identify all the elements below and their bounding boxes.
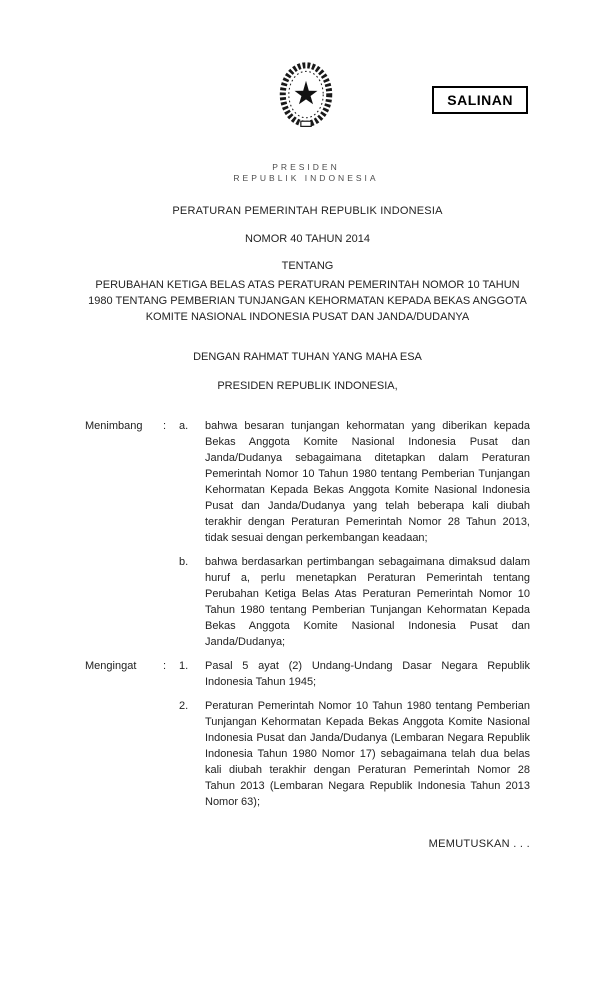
salinan-stamp — [432, 86, 528, 114]
considering-label: Menimbang — [85, 420, 143, 432]
considering-colon: : — [163, 420, 167, 432]
clause-marker: 2. — [179, 700, 189, 712]
clause-text: bahwa berdasarkan pertimbangan sebagaimana dimaksud dalam huruf a, perlu menetapkan Peraturan Pemerintah tentang Perubahan Ketiga Belas Atas Peraturan Pemerintah Nomor 10 Tahun 1980 tentang Pemberian Tunjangan Kehormatan Kepada Bekas Anggota Komite Nasional Indonesia Pusat dan Janda/Dudanya; — [205, 556, 530, 648]
authority-line: PRESIDEN REPUBLIK INDONESIA, — [217, 380, 398, 392]
tentang-label: TENTANG — [281, 260, 334, 272]
invocation-line: DENGAN RAHMAT TUHAN YANG MAHA ESA — [193, 351, 422, 363]
presidential-emblem-icon — [263, 55, 349, 141]
recalling-colon: : — [163, 660, 167, 672]
letterhead-presiden: PRESIDEN — [272, 162, 340, 172]
regulation-title: PERATURAN PEMERINTAH REPUBLIK INDONESIA — [172, 205, 443, 217]
regulation-number: NOMOR 40 TAHUN 2014 — [245, 233, 370, 245]
document-body — [85, 203, 530, 852]
salinan-stamp-label: SALINAN — [447, 92, 513, 108]
clause-text: Peraturan Pemerintah Nomor 10 Tahun 1980 tentang Pemberian Tunjangan Kehormatan Kepada Bekas Anggota Komite Nasional Indonesia Pusat dan Janda/Dudanya (Lembaran Negara Republik Indonesia Tahun 1980 Nomor 17) sebagaimana telah dua belas kali diubah terakhir dengan Peraturan Pemerintah Nomor 28 Tahun 2013 (Lembaran Negara Republik Indonesia Tahun 2013 Nomor 63); — [205, 700, 530, 808]
clause-marker: 1. — [179, 660, 189, 672]
recalling-label: Mengingat — [85, 660, 137, 672]
empty-cell — [163, 698, 179, 810]
regulation-subject: PERUBAHAN KETIGA BELAS ATAS PERATURAN PEMERINTAH NOMOR 10 TAHUN 1980 TENTANG PEMBERIAN TUNJANGAN KEHORMATAN KEPADA BEKAS ANGGOTA KOMITE NASIONAL INDONESIA PUSAT DAN JANDA/DUDANYA — [88, 279, 527, 323]
recalling-section — [85, 658, 530, 810]
letterhead — [0, 162, 612, 185]
letterhead-republik-indonesia: REPUBLIK INDONESIA — [233, 173, 379, 184]
continuation-catchword: MEMUTUSKAN . . . — [428, 838, 530, 850]
empty-cell — [163, 554, 179, 650]
clause-text: Pasal 5 ayat (2) Undang-Undang Dasar Negara Republik Indonesia Tahun 1945; — [205, 660, 530, 688]
empty-cell — [85, 698, 163, 810]
clause-marker: a. — [179, 420, 189, 432]
empty-cell — [85, 554, 163, 650]
considering-section — [85, 418, 530, 650]
clause-text: bahwa besaran tunjangan kehormatan yang diberikan kepada Bekas Anggota Komite Nasional Indonesia Pusat dan Janda/Dudanya sebagaimana ditetapkan dalam Peraturan Pemerintah Nomor 10 Tahun 1980 tentang Pemberian Tunjangan Kehormatan Kepada Bekas Anggota Komite Nasional Indonesia Pusat dan Janda/Dudanya yang telah beberapa kali diubah terakhir dengan Peraturan Pemerintah Nomor 28 Tahun 2013, tidak sesuai dengan perkembangan keadaan; — [205, 420, 530, 544]
clause-marker: b. — [179, 556, 189, 568]
